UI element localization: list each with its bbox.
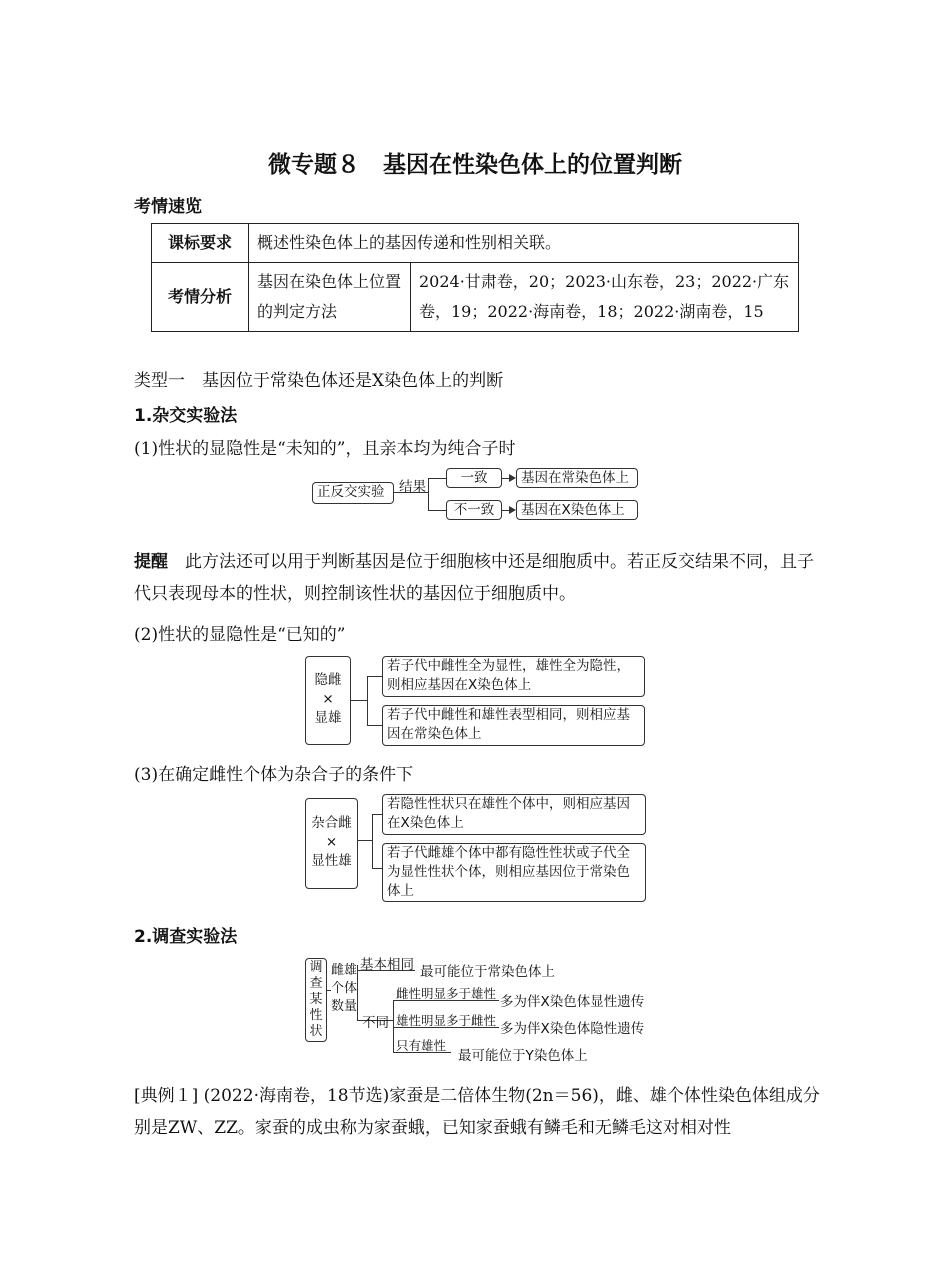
branch1-box: 一致	[446, 468, 502, 488]
case1-heading: (1)性状的显隐性是“未知的”，且亲本均为纯合子时	[134, 439, 516, 459]
diff3-label: 只有雄性	[396, 1038, 447, 1053]
example-label: [典例１]	[134, 1086, 199, 1106]
tip-paragraph	[134, 546, 824, 610]
compare-label: 雌雄个体数量	[331, 963, 358, 1014]
start-box: 正反交实验	[312, 482, 394, 504]
page-title: 微专题８ 基因在性染色体上的位置判断	[268, 152, 682, 178]
conclusion1-box: 基因在常染色体上	[516, 468, 638, 488]
row1-header: 课标要求	[152, 224, 249, 263]
cross-x: ×	[322, 691, 334, 707]
diff2-label: 雄性明显多于雌性	[396, 1013, 497, 1028]
cross-bottom: 显雄	[314, 710, 342, 726]
result-label: 结果	[399, 479, 426, 495]
conclusion2-box: 基因在X染色体上	[516, 500, 638, 520]
table-row	[152, 263, 799, 332]
case3-heading: (3)在确定雌性个体为杂合子的条件下	[134, 765, 414, 785]
table-row	[152, 224, 799, 263]
branch2-box: 不一致	[446, 500, 502, 520]
diff3-conclusion: 最可能位于Y染色体上	[458, 1048, 588, 1064]
same-label: 基本相同	[360, 957, 414, 973]
cross-bottom: 显性雄	[311, 853, 352, 869]
diff1-conclusion: 多为伴X染色体显性遗传	[500, 994, 645, 1010]
type1-heading: 类型一 基因位于常染色体还是X染色体上的判断	[134, 371, 504, 391]
cross-top: 隐雌	[314, 672, 342, 688]
result1-box: 若隐性性状只在雄性个体中，则相应基因在X染色体上	[382, 794, 646, 835]
row2-header: 考情分析	[152, 263, 249, 332]
overview-heading: 考情速览	[134, 197, 202, 217]
example-text: (2022·海南卷，18节选)家蚕是二倍体生物(2n＝56)，雌、雄个体性染色体组成分别是ZW、ZZ。家蚕的成虫称为家蚕蛾，已知家蚕蛾有鳞毛和无鳞毛这对相对性	[134, 1086, 820, 1138]
cross-x: ×	[325, 834, 338, 850]
same-conclusion: 最可能位于常染色体上	[420, 964, 555, 980]
result2-box: 若子代中雌性和雄性表型相同，则相应基因在常染色体上	[382, 705, 645, 746]
diff1-label: 雌性明显多于雄性	[396, 986, 497, 1001]
tip-text: 此方法还可以用于判断基因是位于细胞核中还是细胞质中。若正反交结果不同，且子代只表现母本的性状，则控制该性状的基因位于细胞质中。	[134, 552, 814, 604]
example-paragraph	[134, 1080, 824, 1144]
method1-heading: 1.杂交实验法	[134, 406, 238, 426]
diff2-conclusion: 多为伴X染色体隐性遗传	[500, 1021, 645, 1037]
method2-heading: 2.调查实验法	[134, 927, 238, 947]
root-box: 调查某性状	[305, 958, 327, 1042]
tip-label: 提醒	[134, 552, 168, 572]
cross-box	[305, 656, 351, 745]
row2-sources: 2024·甘肃卷，20；2023·山东卷，23；2022·广东卷，19；2022·海南卷，18；2022·湖南卷，15	[411, 263, 799, 332]
result2-box: 若子代雌雄个体中都有隐性性状或子代全为显性性状个体，则相应基因位于常染色体上	[382, 843, 646, 902]
case2-heading: (2)性状的显隐性是“已知的”	[134, 625, 346, 645]
cross-top: 杂合雌	[311, 815, 352, 831]
result1-box: 若子代中雌性全为显性，雄性全为隐性，则相应基因在X染色体上	[382, 656, 645, 697]
diff-label: 不同	[362, 1015, 389, 1031]
exam-info-table	[151, 223, 799, 332]
row1-content: 概述性染色体上的基因传递和性别相关联。	[249, 224, 799, 263]
row2-topic: 基因在染色体上位置的判定方法	[249, 263, 411, 332]
cross-box	[305, 798, 358, 889]
